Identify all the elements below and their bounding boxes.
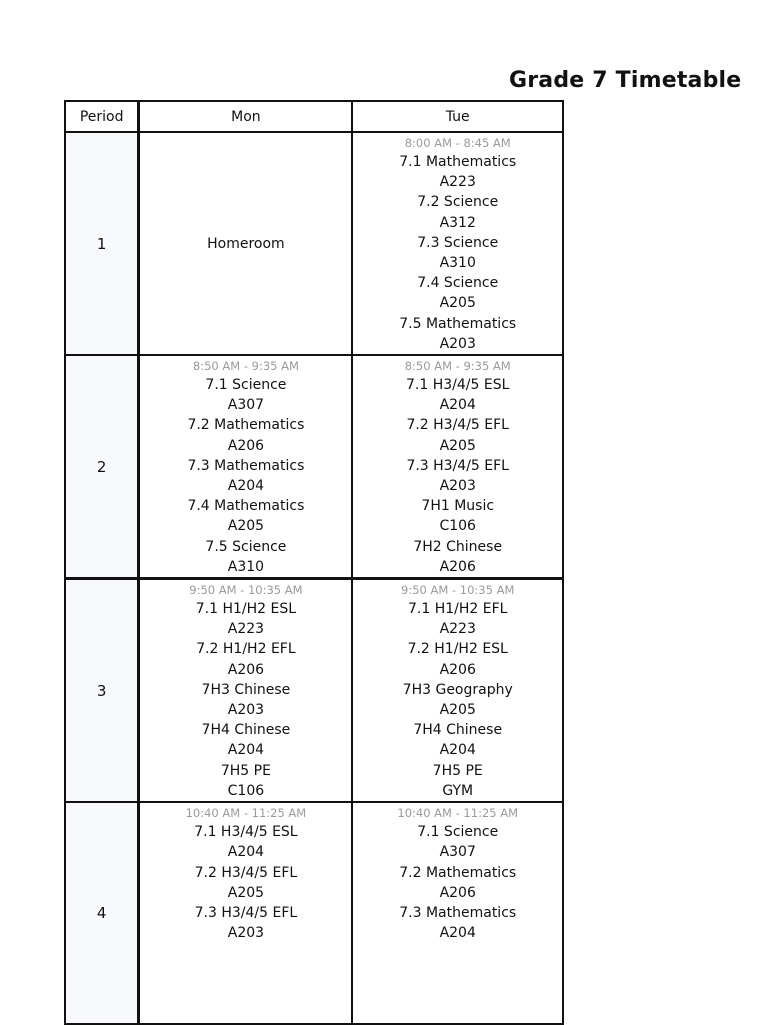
room-label: A206	[227, 437, 265, 454]
page-title: Grade 7 Timetable	[509, 68, 742, 93]
room-label: A206	[439, 884, 476, 901]
room-label: A205	[227, 884, 265, 901]
class-name: 7.5 Mathematics	[399, 315, 517, 332]
class-name: 7H2 Chinese	[413, 538, 503, 555]
class-name: 7.1 H1/H2 EFL	[407, 601, 508, 618]
mon-cell	[139, 132, 353, 355]
class-name: 7.1 Science	[417, 824, 499, 841]
room-label: A204	[439, 742, 476, 759]
mon-cell	[139, 802, 353, 1024]
room-label: A204	[439, 925, 476, 942]
class-name: 7.2 H3/4/5 EFL	[194, 864, 298, 881]
room-label: A205	[227, 518, 265, 535]
room-label: A203	[439, 478, 476, 495]
time-label: 8:50 AM - 9:35 AM	[404, 359, 511, 374]
time-label: 10:40 AM - 11:25 AM	[185, 806, 307, 821]
room-label: A307	[439, 844, 476, 861]
header-row	[65, 101, 563, 132]
class-name: 7H1 Music	[421, 498, 495, 515]
room-label: A205	[439, 437, 476, 454]
table-row	[65, 132, 563, 355]
header-tue: Tue	[352, 101, 563, 132]
room-label: C106	[227, 782, 265, 799]
class-name: 7.1 Mathematics	[399, 154, 517, 170]
tue-cell	[352, 355, 563, 579]
time-label: 8:50 AM - 9:35 AM	[192, 359, 299, 374]
class-name: 7H3 Chinese	[201, 681, 291, 698]
time-label: 10:40 AM - 11:25 AM	[397, 806, 519, 821]
class-name: 7.5 Science	[205, 538, 287, 555]
room-label: C106	[439, 518, 476, 535]
room-label: A204	[227, 844, 265, 861]
room-label: A307	[227, 397, 265, 414]
table-row	[65, 802, 563, 1024]
class-name: 7H4 Chinese	[413, 722, 503, 739]
class-name: 7.3 H3/4/5 EFL	[194, 904, 298, 921]
room-label: A203	[227, 702, 265, 719]
room-label: A203	[227, 925, 265, 942]
class-name: 7.3 Science	[417, 234, 499, 251]
room-label: A310	[439, 255, 476, 272]
homeroom-label: Homeroom	[207, 235, 285, 252]
class-name: 7.1 H3/4/5 ESL	[406, 377, 510, 394]
header-period: Period	[65, 101, 139, 132]
class-name: 7H5 PE	[432, 762, 483, 779]
room-label: A223	[439, 174, 476, 191]
room-label: A203	[439, 335, 476, 352]
class-name: 7H5 PE	[220, 762, 271, 779]
time-label: 9:50 AM - 10:35 AM	[401, 583, 515, 598]
class-name: 7.3 Mathematics	[187, 457, 305, 474]
class-name: 7.4 Mathematics	[187, 498, 305, 515]
room-label: GYM	[442, 782, 474, 799]
period-cell: 1	[65, 132, 139, 355]
room-label: A206	[439, 661, 476, 678]
class-name: 7.1 H3/4/5 ESL	[194, 824, 298, 841]
class-name: 7.2 Science	[417, 194, 499, 211]
room-label: A205	[439, 702, 476, 719]
time-label: 8:00 AM - 8:45 AM	[404, 136, 511, 150]
room-label: A312	[439, 214, 476, 231]
class-name: 7.2 H1/H2 EFL	[196, 641, 296, 658]
class-name: 7.2 Mathematics	[399, 864, 517, 881]
room-label: A205	[439, 295, 476, 312]
period-cell: 3	[65, 579, 139, 803]
class-name: 7.3 Mathematics	[399, 904, 517, 921]
mon-cell	[139, 355, 353, 579]
table-row	[65, 579, 563, 803]
class-name: 7.1 Science	[205, 377, 287, 394]
class-name: 7.2 H1/H2 ESL	[407, 641, 508, 658]
header-mon: Mon	[139, 101, 353, 132]
tue-cell	[352, 132, 563, 355]
class-name: 7.1 H1/H2 ESL	[195, 601, 297, 618]
room-label: A206	[227, 661, 265, 678]
time-label: 9:50 AM - 10:35 AM	[189, 583, 303, 598]
room-label: A206	[439, 558, 476, 575]
class-name: 7.3 H3/4/5 EFL	[406, 457, 509, 474]
room-label: A204	[227, 742, 265, 759]
class-name: 7.2 Mathematics	[187, 417, 305, 434]
class-name: 7.2 H3/4/5 EFL	[406, 417, 509, 434]
period-cell: 2	[65, 355, 139, 579]
room-label: A223	[439, 621, 476, 638]
room-label: A204	[227, 478, 265, 495]
table-row	[65, 355, 563, 579]
mon-cell	[139, 579, 353, 803]
tue-cell	[352, 802, 563, 1024]
tue-cell	[352, 579, 563, 803]
period-cell: 4	[65, 802, 139, 1024]
class-name: 7H3 Geography	[402, 681, 513, 698]
room-label: A223	[227, 621, 265, 638]
timetable	[64, 100, 564, 1025]
room-label: A204	[439, 397, 476, 414]
class-name: 7H4 Chinese	[201, 722, 291, 739]
class-name: 7.4 Science	[417, 275, 499, 292]
room-label: A310	[227, 558, 265, 575]
